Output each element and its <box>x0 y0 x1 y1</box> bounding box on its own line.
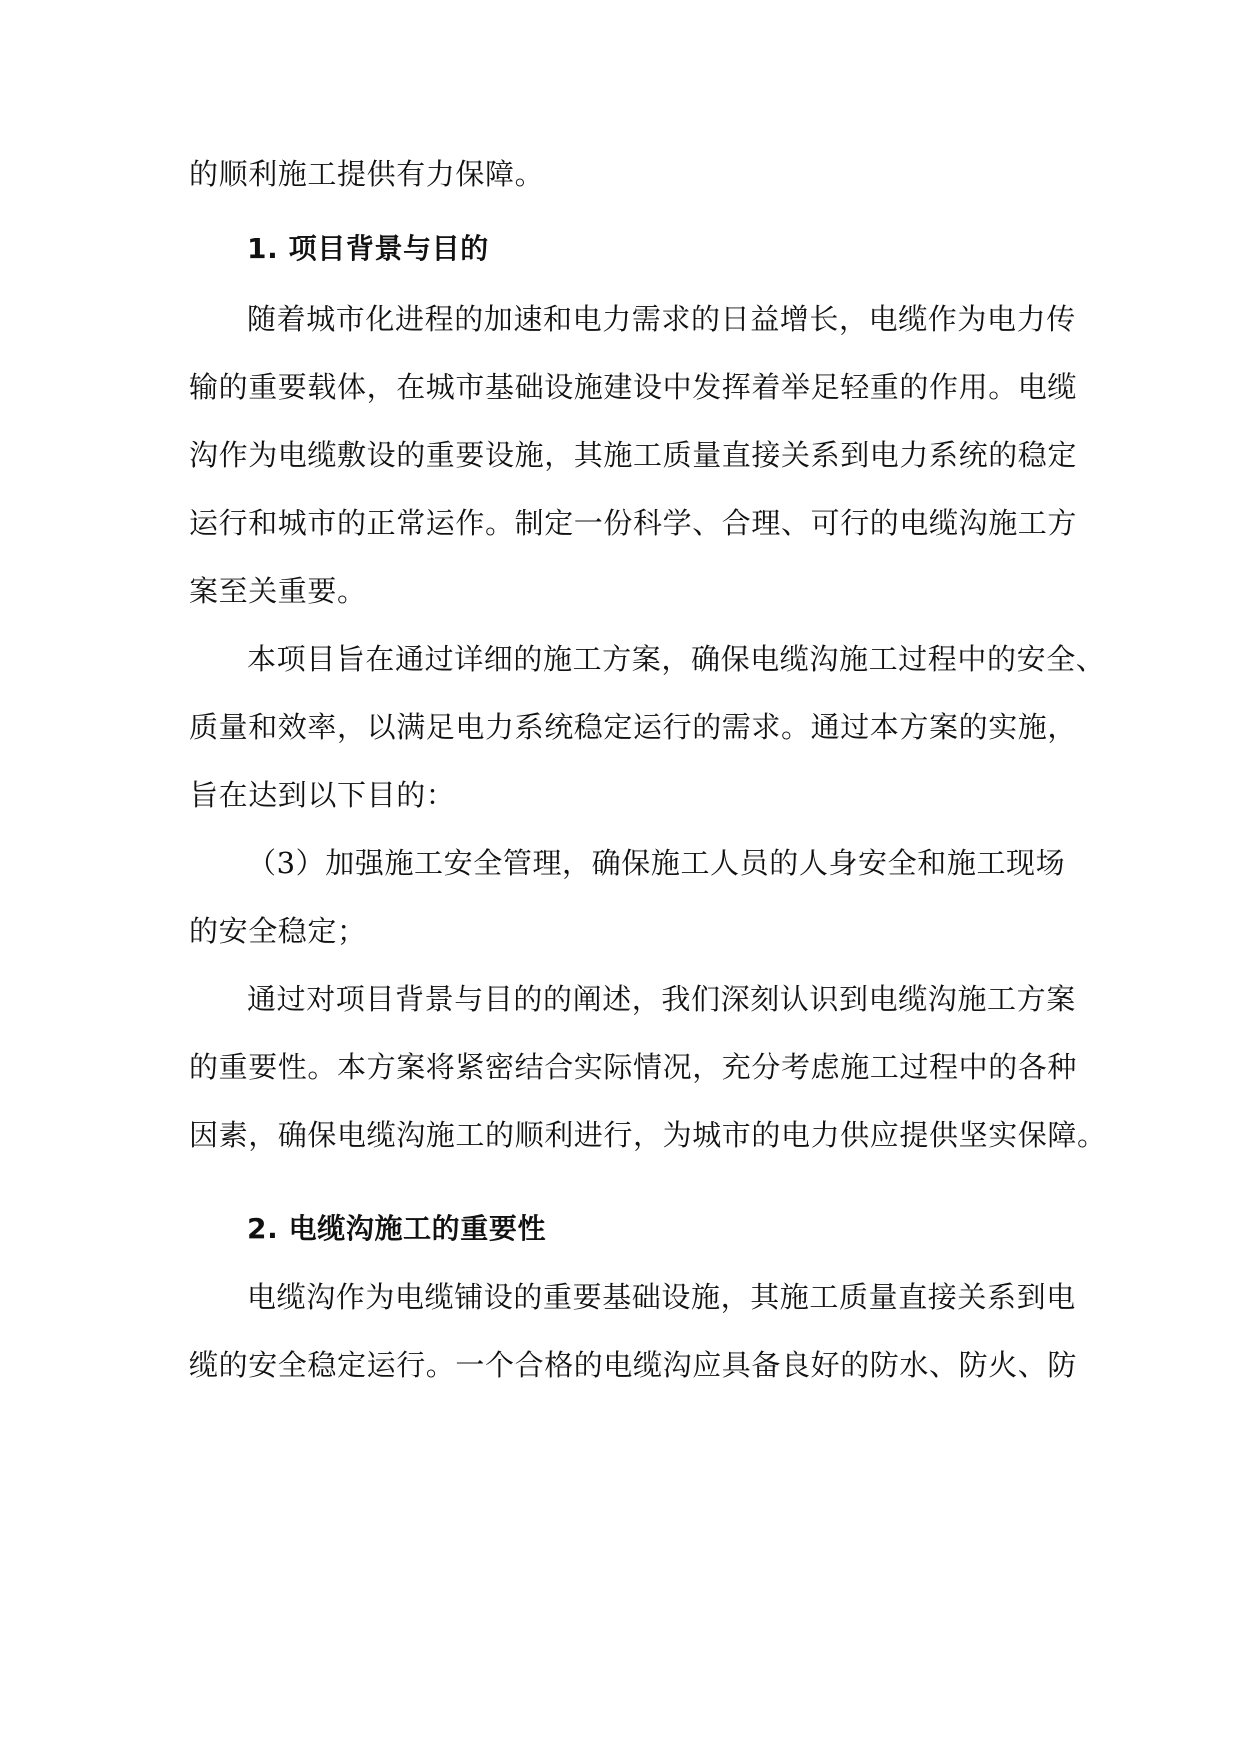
paragraph-line: 质量和效率，以满足电力系统稳定运行的需求。通过本方案的实施， <box>189 710 1078 744</box>
paragraph-line: 沟作为电缆敷设的重要设施，其施工质量直接关系到电力系统的稳定 <box>189 438 1078 472</box>
paragraph-line: 输的重要载体，在城市基础设施建设中发挥着举足轻重的作用。电缆 <box>189 370 1078 404</box>
paragraph-line: 缆的安全稳定运行。一个合格的电缆沟应具备良好的防水、防火、防 <box>189 1348 1078 1382</box>
paragraph-line: 运行和城市的正常运作。制定一份科学、合理、可行的电缆沟施工方 <box>189 506 1078 540</box>
paragraph-line: 的安全稳定； <box>189 914 367 948</box>
section-2-heading: 2. 电缆沟施工的重要性 <box>247 1212 547 1245</box>
section-1-heading: 1. 项目背景与目的 <box>247 232 489 265</box>
paragraph-line: 电缆沟作为电缆铺设的重要基础设施，其施工质量直接关系到电 <box>247 1280 1076 1314</box>
paragraph-line: （3）加强施工安全管理，确保施工人员的人身安全和施工现场 <box>247 846 1066 880</box>
paragraph-line: 本项目旨在通过详细的施工方案，确保电缆沟施工过程中的安全、 <box>247 642 1106 676</box>
paragraph-line: 通过对项目背景与目的的阐述，我们深刻认识到电缆沟施工方案 <box>247 982 1076 1016</box>
paragraph-line: 案至关重要。 <box>189 574 367 608</box>
paragraph-line: 旨在达到以下目的： <box>189 778 456 812</box>
paragraph-line: 因素，确保电缆沟施工的顺利进行，为城市的电力供应提供坚实保障。 <box>189 1118 1107 1152</box>
paragraph-line: 的重要性。本方案将紧密结合实际情况，充分考虑施工过程中的各种 <box>189 1050 1078 1084</box>
intro-tail-text: 的顺利施工提供有力保障。 <box>189 157 545 191</box>
paragraph-line: 随着城市化进程的加速和电力需求的日益增长，电缆作为电力传 <box>247 302 1076 336</box>
